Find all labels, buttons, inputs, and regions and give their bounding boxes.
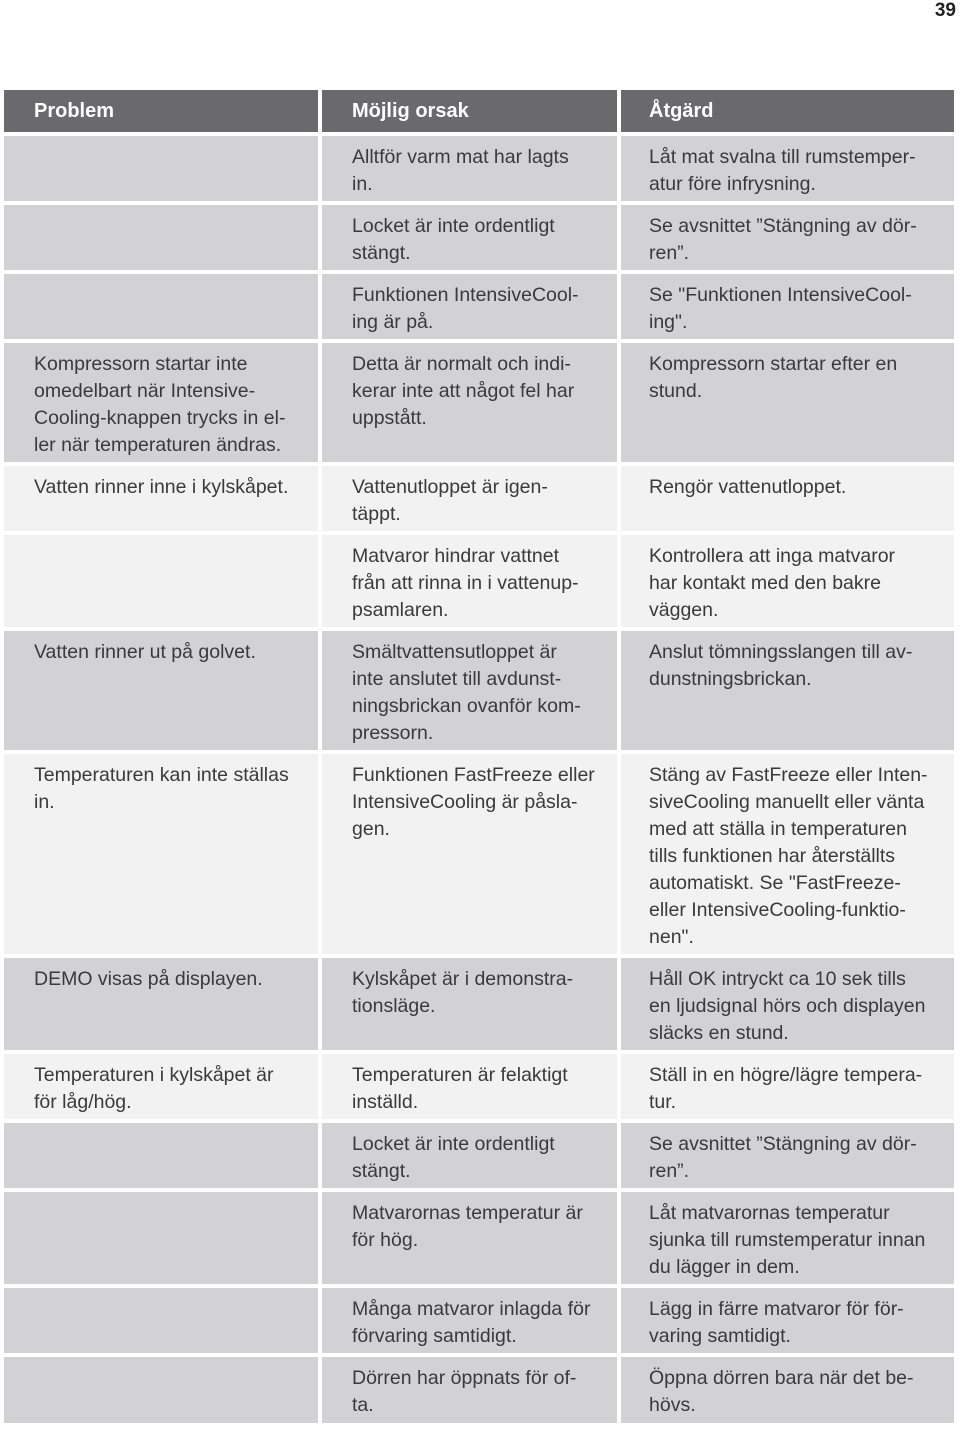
table-row [4, 274, 954, 339]
action-cell: Öppna dörren bara när det be- hövs. [621, 1357, 954, 1423]
cause-cell: Locket är inte ordentligt stängt. [322, 1123, 617, 1188]
action-cell: Stäng av FastFreeze eller Inten- siveCooling manuellt eller vänta med att ställa in temperaturen tills funktionen har återställts automatiskt. Se "FastFreeze- eller IntensiveCooling-funktio- nen". [621, 754, 954, 954]
table-row [4, 205, 954, 270]
table-row [4, 1357, 954, 1423]
table-row [4, 1192, 954, 1284]
cause-cell: Detta är normalt och indi- kerar inte att något fel har uppstått. [322, 343, 617, 462]
table-row [4, 466, 954, 531]
problem-cell [4, 1123, 318, 1188]
problem-cell: Temperaturen i kylskåpet är för låg/hög. [4, 1054, 318, 1119]
action-cell: Låt mat svalna till rumstemper- atur före infrysning. [621, 136, 954, 201]
table-row [4, 535, 954, 627]
problem-cell [4, 1357, 318, 1423]
problem-cell [4, 205, 318, 270]
table-row [4, 1054, 954, 1119]
cause-cell: Funktionen FastFreeze eller IntensiveCooling är påsla- gen. [322, 754, 617, 954]
problem-cell [4, 535, 318, 627]
table-row [4, 343, 954, 462]
cause-cell: Matvaror hindrar vattnet från att rinna in i vattenup- psamlaren. [322, 535, 617, 627]
problem-cell [4, 1288, 318, 1353]
problem-cell [4, 136, 318, 201]
troubleshooting-table [4, 90, 954, 1427]
cause-cell: Vattenutloppet är igen- täppt. [322, 466, 617, 531]
action-cell: Lägg in färre matvaror för för- varing samtidigt. [621, 1288, 954, 1353]
problem-cell [4, 1192, 318, 1284]
action-cell: Anslut tömningsslangen till av- dunstningsbrickan. [621, 631, 954, 750]
page-number: 39 [934, 0, 956, 21]
action-cell: Håll OK intryckt ca 10 sek tills en ljudsignal hörs och displayen släcks en stund. [621, 958, 954, 1050]
action-cell: Ställ in en högre/lägre tempera- tur. [621, 1054, 954, 1119]
cause-cell: Matvarornas temperatur är för hög. [322, 1192, 617, 1284]
cause-cell: Många matvaror inlagda för förvaring samtidigt. [322, 1288, 617, 1353]
problem-cell: Vatten rinner inne i kylskåpet. [4, 466, 318, 531]
header-action: Åtgärd [621, 90, 954, 132]
table-row [4, 1288, 954, 1353]
cause-cell: Funktionen IntensiveCool- ing är på. [322, 274, 617, 339]
table-row [4, 1123, 954, 1188]
problem-cell: DEMO visas på displayen. [4, 958, 318, 1050]
problem-cell: Kompressorn startar inte omedelbart när Intensive- Cooling-knappen trycks in el- ler när temperaturen ändras. [4, 343, 318, 462]
table-row [4, 754, 954, 954]
cause-cell: Temperaturen är felaktigt inställd. [322, 1054, 617, 1119]
cause-cell: Locket är inte ordentligt stängt. [322, 205, 617, 270]
table-row [4, 958, 954, 1050]
header-cause: Möjlig orsak [322, 90, 617, 132]
action-cell: Kompressorn startar efter en stund. [621, 343, 954, 462]
problem-cell: Vatten rinner ut på golvet. [4, 631, 318, 750]
cause-cell: Alltför varm mat har lagts in. [322, 136, 617, 201]
problem-cell [4, 274, 318, 339]
problem-cell: Temperaturen kan inte ställas in. [4, 754, 318, 954]
action-cell: Se avsnittet ”Stängning av dör- ren”. [621, 1123, 954, 1188]
header-problem: Problem [4, 90, 318, 132]
cause-cell: Dörren har öppnats för of- ta. [322, 1357, 617, 1423]
action-cell: Se avsnittet ”Stängning av dör- ren”. [621, 205, 954, 270]
cause-cell: Kylskåpet är i demonstra- tionsläge. [322, 958, 617, 1050]
cause-cell: Smältvattensutloppet är inte anslutet till avdunst- ningsbrickan ovanför kom- pressorn. [322, 631, 617, 750]
action-cell: Rengör vattenutloppet. [621, 466, 954, 531]
action-cell: Låt matvarornas temperatur sjunka till rumstemperatur innan du lägger in dem. [621, 1192, 954, 1284]
table-row [4, 136, 954, 201]
table-header-row [4, 90, 954, 132]
action-cell: Se "Funktionen IntensiveCool- ing". [621, 274, 954, 339]
action-cell: Kontrollera att inga matvaror har kontakt med den bakre väggen. [621, 535, 954, 627]
table-row [4, 631, 954, 750]
